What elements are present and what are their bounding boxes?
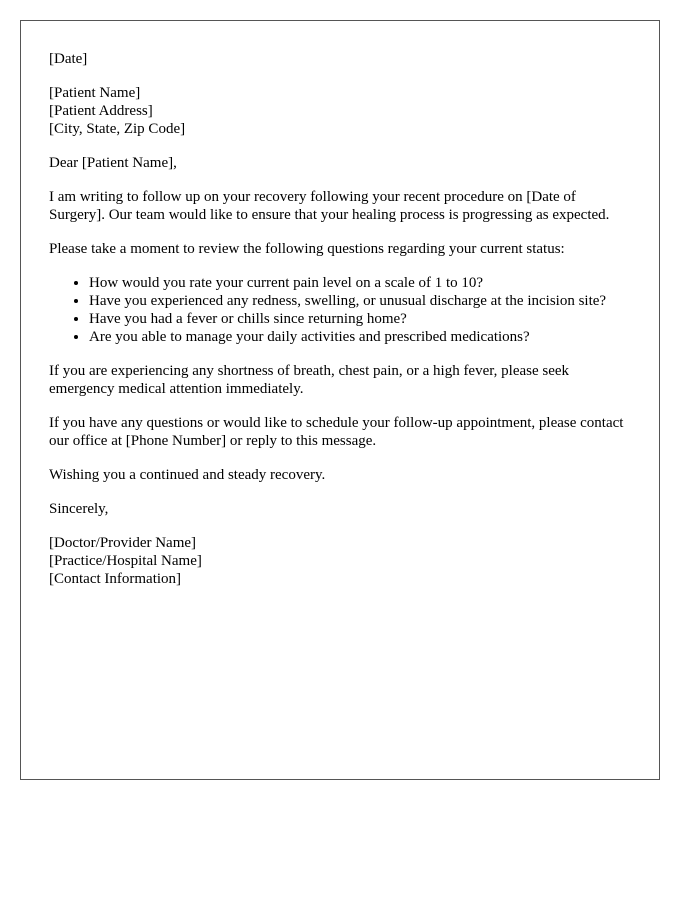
wishes-paragraph: Wishing you a continued and steady recovery. bbox=[49, 467, 326, 483]
letter-page bbox=[20, 20, 660, 780]
list-item: • Are you able to manage your daily activities and prescribed medications? bbox=[89, 328, 631, 346]
date-text: [Date] bbox=[49, 51, 88, 67]
recipient-city-state-zip: [City, State, Zip Code] bbox=[49, 121, 186, 137]
question-list bbox=[49, 274, 631, 346]
contact-information: [Contact Information] bbox=[49, 571, 182, 587]
closing: Sincerely, bbox=[49, 501, 109, 517]
emergency-paragraph: If you are experiencing any shortness of breath, chest pain, or a high fever, please seek emergency medical attention immediately. bbox=[49, 363, 570, 397]
questions-lead-paragraph: Please take a moment to review the following questions regarding your current status: bbox=[49, 241, 565, 257]
salutation: Dear [Patient Name], bbox=[49, 155, 177, 171]
recipient-name: [Patient Name] bbox=[49, 85, 141, 101]
contact-paragraph: If you have any questions or would like to schedule your follow-up appointment, please contact our office at [Phone Number] or reply to this message. bbox=[49, 415, 624, 449]
recipient-address-block bbox=[49, 84, 631, 138]
recipient-address: [Patient Address] bbox=[49, 103, 153, 119]
practice-name: [Practice/Hospital Name] bbox=[49, 553, 202, 569]
list-item: • Have you had a fever or chills since returning home? bbox=[89, 310, 631, 328]
letter-date bbox=[49, 50, 631, 68]
signature-block bbox=[49, 534, 631, 588]
provider-name: [Doctor/Provider Name] bbox=[49, 535, 197, 551]
list-item: • Have you experienced any redness, swelling, or unusual discharge at the incision site? bbox=[89, 292, 631, 310]
list-item: • How would you rate your current pain level on a scale of 1 to 10? bbox=[89, 274, 631, 292]
intro-paragraph: I am writing to follow up on your recovery following your recent procedure on [Date of Surgery]. Our team would like to ensure that your healing process is progressing as expected. bbox=[49, 189, 610, 223]
